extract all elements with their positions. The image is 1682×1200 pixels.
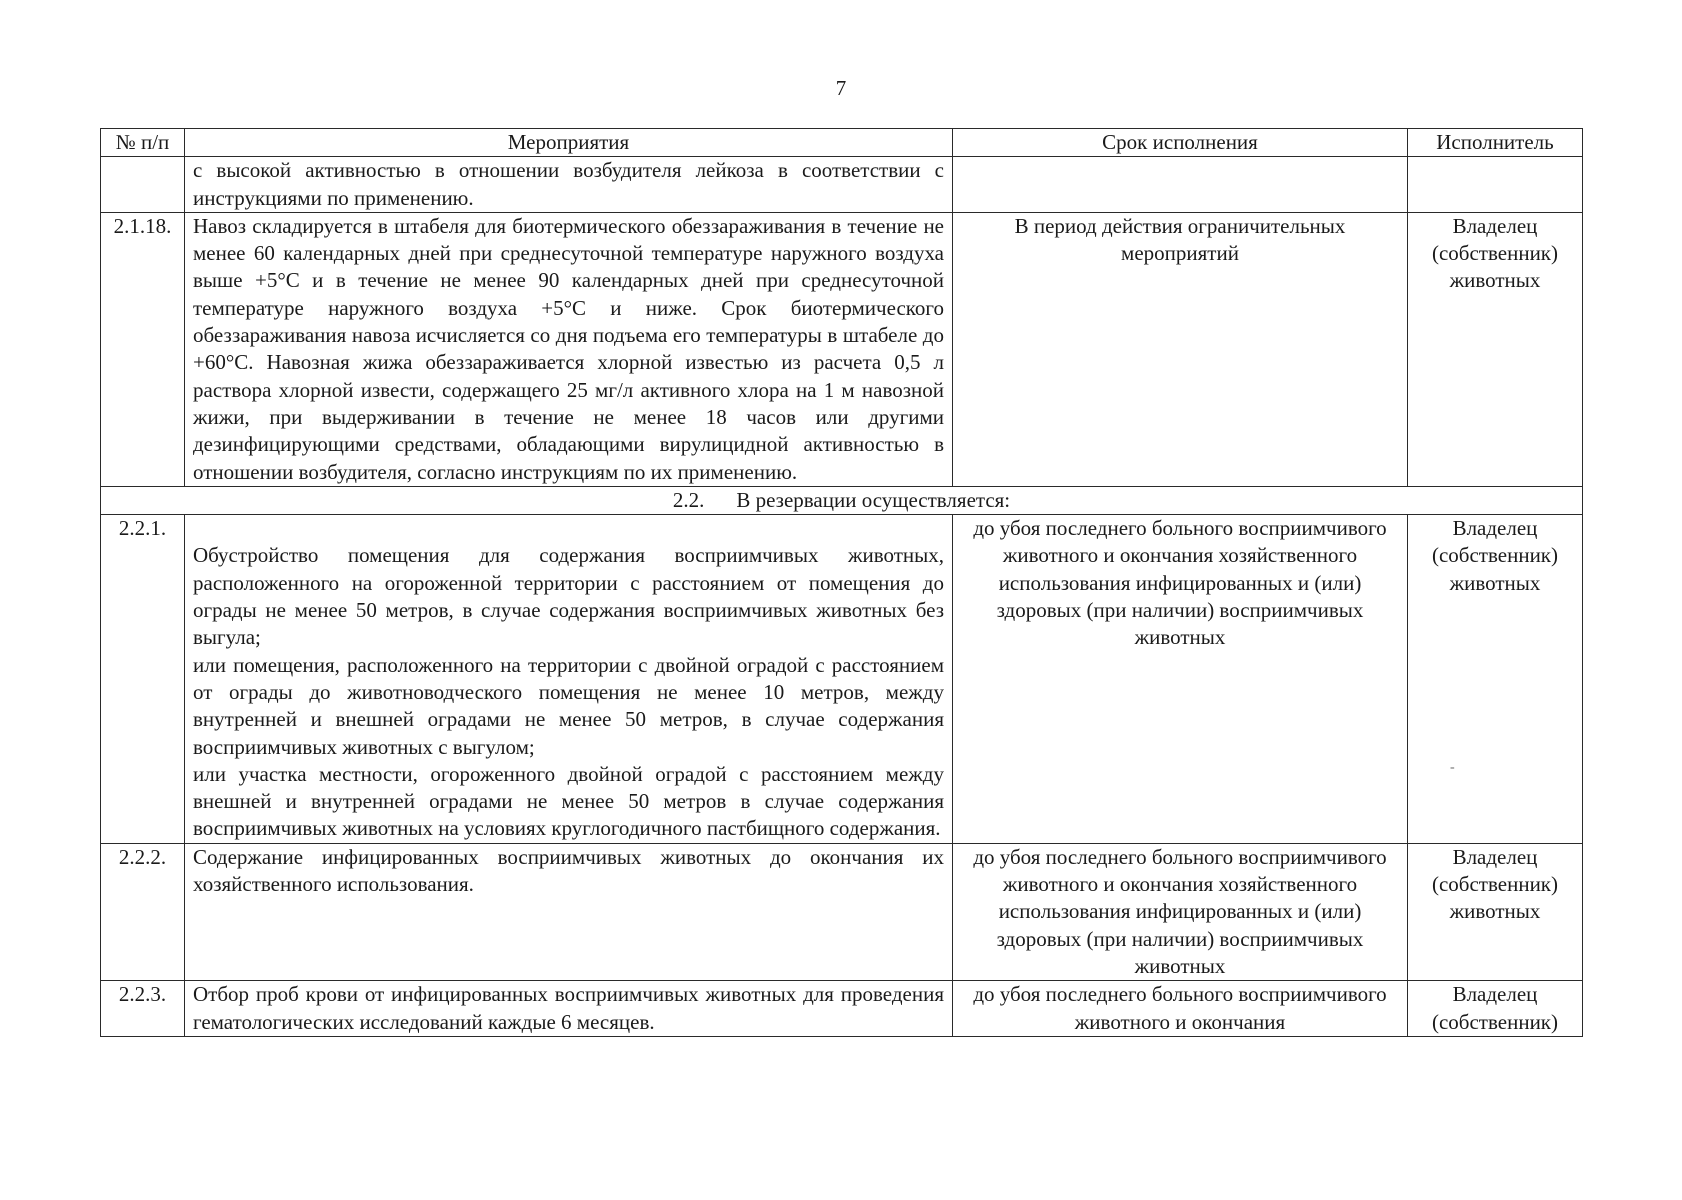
page-number: 7 (835, 76, 847, 100)
table-row (101, 212, 1583, 486)
header-executor: Исполнитель (1408, 129, 1583, 157)
row-num: 2.2.1. (101, 515, 185, 844)
row-term: В период действия ограничительных мероприятий (953, 212, 1408, 486)
section-heading (101, 486, 1583, 514)
row-num: 2.2.2. (101, 843, 185, 980)
row-executor (1408, 157, 1583, 213)
table-row (101, 515, 1583, 844)
header-term: Срок исполнения (953, 129, 1408, 157)
measure-paragraph: Обустройство помещения для содержания восприимчивых животных, расположенного на огороженной территории с расстоянием от помещения до ограды не менее 50 метров, в случае содержания восприимчивых животных без выгула; (193, 543, 944, 650)
row-num: 2.2.3. (101, 981, 185, 1037)
row-term (953, 157, 1408, 213)
section-title: В резервации осуществляется: (736, 487, 1011, 512)
row-term: до убоя последнего больного восприимчивого животного и окончания хозяйственного использования инфицированных и (или) здоровых (при наличии) восприимчивых животных (953, 515, 1408, 844)
header-num: № п/п (101, 129, 185, 157)
row-measures: Содержание инфицированных восприимчивых животных до окончания их хозяйственного использования. (185, 843, 953, 980)
row-num (101, 157, 185, 213)
header-measures: Мероприятия (185, 129, 953, 157)
measure-paragraph: или участка местности, огороженного двойной оградой с расстоянием между внешней и внутренней оградами не менее 50 метров в случае содержания восприимчивых животных на условиях круглогодичного пастбищного содержания. (193, 761, 944, 841)
stray-mark: - (1450, 760, 1455, 775)
row-term: до убоя последнего больного восприимчивого животного и окончания (953, 981, 1408, 1037)
table-header-row (101, 129, 1583, 157)
row-measures: Отбор проб крови от инфицированных восприимчивых животных для проведения гематологических исследований каждые 6 месяцев. (185, 981, 953, 1037)
section-number: 2.2. (672, 487, 705, 512)
measures-table (100, 128, 1583, 1037)
row-executor: Владелец (собственник) (1408, 981, 1583, 1037)
table-row (101, 981, 1583, 1037)
row-executor: Владелец (собственник) животных (1408, 843, 1583, 980)
row-term: до убоя последнего больного восприимчивого животного и окончания хозяйственного использования инфицированных и (или) здоровых (при наличии) восприимчивых животных (953, 843, 1408, 980)
row-measures: с высокой активностью в отношении возбудителя лейкоза в соответствии с инструкциями по применению. (185, 157, 953, 213)
section-row (101, 486, 1583, 514)
table-row (101, 843, 1583, 980)
row-num: 2.1.18. (101, 212, 185, 486)
measure-paragraph: или помещения, расположенного на территории с двойной оградой с расстоянием от ограды до животноводческого помещения не менее 10 метров, между внутренней и внешней оградами не менее 50 метров, в случае содержания восприимчивых животных с выгулом; (193, 652, 944, 759)
row-measures (185, 515, 953, 844)
row-executor: Владелец (собственник) животных (1408, 212, 1583, 486)
row-measures: Навоз складируется в штабеля для биотермического обеззараживания в течение не менее 60 календарных дней при среднесуточной температуре наружного воздуха выше +5°С и в течение не менее 90 календарных дней при среднесуточной температуре наружного воздуха +5°С и ниже. Срок биотермического обеззараживания навоза исчисляется со дня подъема его температуры в штабеле до +60°С. Навозная жижа обеззараживается хлорной известью из расчета 0,5 л раствора хлорной извести, содержащего 25 мг/л активного хлора на 1 м навозной жижи, при выдерживании в течение не менее 18 часов или другими дезинфицирующими средствами, обладающими вирулицидной активностью в отношении возбудителя, согласно инструкциям по их применению. (185, 212, 953, 486)
row-executor: Владелец (собственник) животных (1408, 515, 1583, 844)
spacer (193, 515, 944, 542)
table-row (101, 157, 1583, 213)
